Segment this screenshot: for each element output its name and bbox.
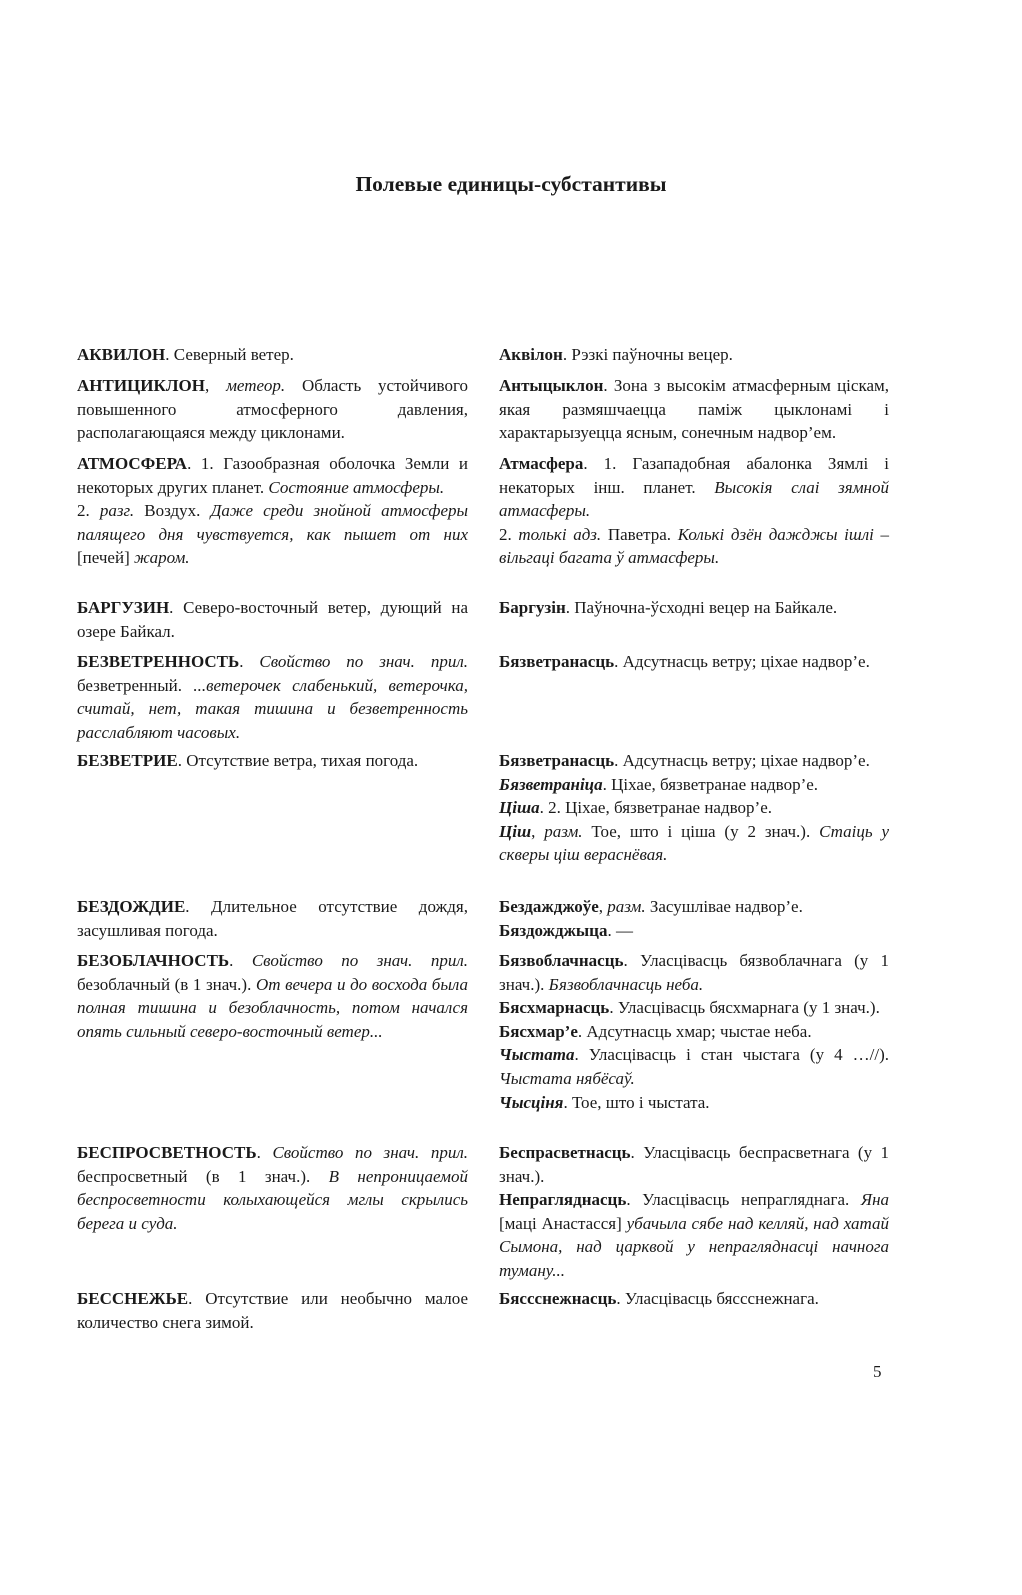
headword: Бясхмарнасць: [499, 998, 610, 1018]
headword: Бязветранасць: [499, 652, 615, 671]
entry-be-bezoblachnost-group: Бязвоблачнасць. Уласцівасць бязвоблачнага (у 1 знач.). Бязвоблачнасць неба. Бясхмарнасць. Уласцівасць бясхмарнага (у 1 знач.). Бясхмар’е. Адсутнасць хмар; чыстае неба. Чыстата. Уласцівасць і стан чыстага (у 4 …//). Чыстата нябёсаў. Чысціня. Тое, што і чыстата.: [499, 951, 889, 1112]
entry-be-byasnezhnasts: Бяссснежнасць. Уласцівасць бяссснежнага.: [499, 1289, 819, 1308]
headword: АНТИЦИКЛОН: [77, 376, 205, 395]
entry-be-barguzin: Баргузін. Паўночна-ўсходні вецер на Байкале.: [499, 598, 838, 617]
entry-ru-bezoblachnost: БЕЗОБЛАЧНОСТЬ. Свойство по знач. прил. безоблачный (в 1 знач.). От вечера и до восхода была полная тишина и безоблачность, потом начался опять сильный северо-восточный ветер...: [77, 951, 468, 1041]
headword: Ціш: [499, 821, 532, 841]
page-number: 5: [873, 1362, 882, 1381]
entry-be-bezdozhdie-group: Бездажджоўе, разм. Засушлівае надвор’е. Бяздожджыца. —: [499, 897, 803, 940]
headword: Бясхмар’е: [499, 1021, 578, 1041]
headword: Беспрасветнасць: [499, 1143, 631, 1162]
entry-ru-barguzin: БАРГУЗИН. Северо-восточный ветер, дующий на озере Байкал.: [77, 598, 468, 641]
entry-be-byazvetranasts: Бязветранасць. Адсутнасць ветру; ціхае надвор’е.: [499, 652, 870, 671]
page-title: Полевые единицы-субстантивы: [355, 172, 667, 196]
entry-be-atmasfera: Атмасфера. 1. Газападобная абалонка Зямлі і некаторых інш. планет. Высокія слаі зямной атмасферы. 2. толькі адз. Паветра. Колькі дзён дажджы ішлі – вільгаці багата ў атмасферы.: [499, 454, 889, 568]
headword: Аквілон: [499, 345, 563, 364]
headword: Бязветранасць: [499, 751, 615, 770]
entry-ru-bessnezhe: БЕССНЕЖЬЕ. Отсутствие или необычно малое количество снега зимой.: [77, 1289, 468, 1332]
headword: Баргузін: [499, 598, 566, 617]
headword: Бяздожджыца: [499, 920, 608, 940]
entry-be-besprosvetnost-group: Беспрасветнасць. Уласцівасць беспрасветнага (у 1 знач.). Непрагляднасць. Уласцівасць непрагляднага. Яна [маці Анастасся] убачыла сябе над келляй, над хатай Сымона, над царквой у непрагляднасці начнога туману...: [499, 1143, 889, 1280]
headword: БЕЗВЕТРЕННОСТЬ: [77, 652, 240, 671]
headword: БЕЗВЕТРИЕ: [77, 751, 178, 770]
entry-be-akvilon: Аквілон. Рэзкі паўночны вецер.: [499, 345, 733, 364]
entry-ru-akvilon: АКВИЛОН. Северный ветер.: [77, 345, 294, 364]
entry-ru-bezvetrennost: БЕЗВЕТРЕННОСТЬ. Свойство по знач. прил. безветренный. ...ветерочек слабенький, ветерочка, считай, нет, такая тишина и безветренность расслабляют часовых.: [77, 652, 468, 742]
headword: Чысціня: [499, 1092, 564, 1112]
entry-be-bezvetrie-group: Бязветранасць. Адсутнасць ветру; ціхае надвор’е. Бязветраніца. Ціхае, бязветранае надвор’е. Ціша. 2. Ціхае, бязветранае надвор’е. Ціш, разм. Тое, што і ціша (у 2 знач.). Стаіць у скверы ціш вераснёвая.: [499, 751, 890, 865]
headword: АКВИЛОН: [77, 345, 166, 364]
headword: Бездажджоўе: [499, 897, 599, 916]
headword: Атмасфера: [499, 454, 584, 473]
headword: Бязвоблачнасць: [499, 951, 624, 970]
headword: АТМОСФЕРА: [77, 454, 188, 473]
headword: Чыстата: [499, 1045, 575, 1065]
headword: БЕЗОБЛАЧНОСТЬ: [77, 951, 230, 970]
headword: Бязветраніца: [499, 774, 603, 794]
entry-be-anticiklon: Антыцыклон. Зона з высокім атмасферным ціскам, якая размяшчаецца паміж цыклонамі і характарызуецца ясным, сонечным надвор’ем.: [499, 376, 889, 443]
headword: Антыцыклон: [499, 376, 604, 395]
entry-ru-bezvetrie: БЕЗВЕТРИЕ. Отсутствие ветра, тихая погода.: [77, 751, 419, 770]
headword: Ціша: [499, 798, 540, 818]
headword: БЕЗДОЖДИЕ: [77, 897, 186, 916]
headword: БАРГУЗИН: [77, 598, 170, 617]
entry-ru-anticiklon: АНТИЦИКЛОН, метеор. Область устойчивого повышенного атмосферного давления, располагающаяся между циклонами.: [77, 376, 469, 443]
headword: БЕССНЕЖЬЕ: [77, 1289, 189, 1308]
headword: Бяссснежнасць: [499, 1289, 617, 1308]
headword: Непрагляднасць: [499, 1190, 627, 1210]
entry-ru-bezdozhdie: БЕЗДОЖДИЕ. Длительное отсутствие дождя, засушливая погода.: [77, 897, 468, 940]
entry-ru-besprosvetnost: БЕСПРОСВЕТНОСТЬ. Свойство по знач. прил. беспросветный (в 1 знач.). В непроницаемой беспросветности колыхающейся мглы скрылись берега и суда.: [77, 1143, 468, 1233]
headword: БЕСПРОСВЕТНОСТЬ: [77, 1143, 257, 1162]
entry-ru-atmosfera: АТМОСФЕРА. 1. Газообразная оболочка Земли и некоторых других планет. Состояние атмосферы. 2. разг. Воздух. Даже среди знойной атмосферы палящего дня чувствуется, как пышет от них [печей] жаром.: [77, 454, 469, 568]
